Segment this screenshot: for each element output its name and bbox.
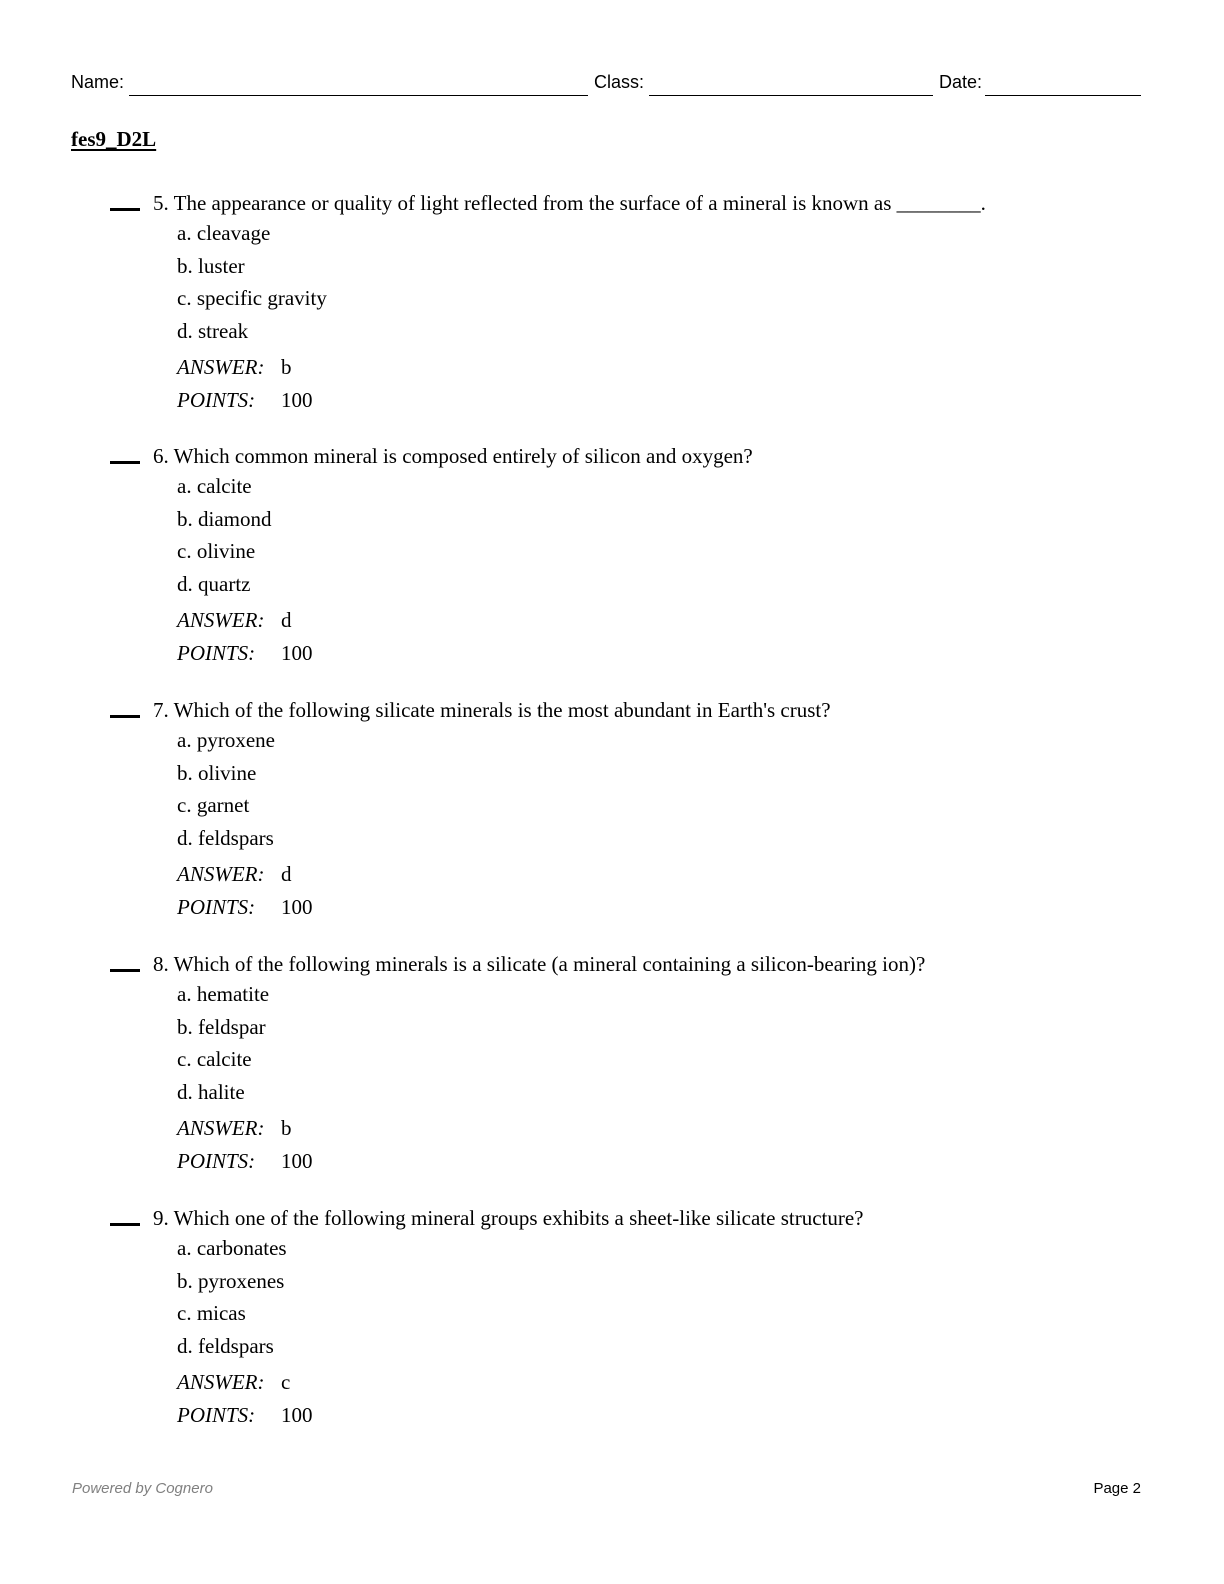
option-list [177, 1232, 287, 1363]
option-c: c. calcite [177, 1047, 252, 1072]
answer-block [177, 1366, 313, 1431]
option-d: d. streak [177, 319, 249, 344]
option-a: a. pyroxene [177, 728, 275, 752]
option-list [177, 470, 272, 601]
answer-block [177, 604, 313, 669]
option-a: a. carbonates [177, 1236, 287, 1260]
points-value: 100 [281, 387, 313, 412]
points-label: POINTS: [177, 894, 256, 919]
points-value: 100 [281, 894, 313, 919]
answer-label: ANSWER: [177, 1370, 265, 1394]
option-b: b. luster [177, 253, 245, 278]
points-label: POINTS: [177, 1148, 256, 1173]
question-text: 9. Which one of the following mineral groups exhibits a sheet-like silicate structure? [153, 1206, 864, 1230]
question-text: 6. Which common mineral is composed entirely of silicon and oxygen? [153, 444, 753, 468]
class-field-line [649, 95, 933, 96]
option-d: d. feldspars [177, 1334, 274, 1359]
option-c: c. olivine [177, 539, 256, 564]
page-title: fes9_D2L [71, 127, 157, 151]
date-field-line [985, 95, 1141, 96]
points-value: 100 [281, 1148, 313, 1173]
question-text: 5. The appearance or quality of light reflected from the surface of a mineral is known as ________. [153, 191, 986, 215]
points-value: 100 [281, 640, 313, 665]
option-a: a. hematite [177, 982, 270, 1006]
date-label: Date: [939, 72, 983, 92]
answer-label: ANSWER: [177, 355, 265, 379]
student-info-header [71, 72, 1141, 98]
option-list [177, 217, 327, 348]
question-text: 8. Which of the following minerals is a silicate (a mineral containing a silicon-bearing ion)? [153, 952, 926, 976]
answer-label: ANSWER: [177, 608, 265, 632]
points-value: 100 [281, 1402, 313, 1427]
name-field-line [129, 95, 588, 96]
answer-value: b [281, 1116, 292, 1140]
answer-block [177, 1112, 313, 1177]
answer-value: b [281, 355, 292, 379]
answer-blank [110, 461, 140, 464]
option-c: c. specific gravity [177, 286, 327, 311]
option-c: c. micas [177, 1301, 246, 1326]
class-label: Class: [594, 72, 645, 92]
answer-value: c [281, 1370, 291, 1394]
option-list [177, 978, 269, 1109]
option-b: b. diamond [177, 506, 272, 531]
answer-value: d [281, 608, 292, 632]
answer-block [177, 351, 313, 416]
option-a: a. cleavage [177, 221, 271, 245]
option-c: c. garnet [177, 793, 250, 818]
points-label: POINTS: [177, 387, 256, 412]
answer-label: ANSWER: [177, 1116, 265, 1140]
option-d: d. feldspars [177, 826, 274, 851]
powered-by-footer: Powered by Cognero [72, 1480, 213, 1497]
answer-label: ANSWER: [177, 862, 265, 886]
answer-blank [110, 208, 140, 211]
option-b: b. olivine [177, 760, 257, 785]
option-b: b. pyroxenes [177, 1268, 285, 1293]
points-label: POINTS: [177, 1402, 256, 1427]
option-d: d. halite [177, 1080, 245, 1105]
points-label: POINTS: [177, 640, 256, 665]
answer-block [177, 858, 313, 923]
answer-blank [110, 969, 140, 972]
option-b: b. feldspar [177, 1014, 266, 1039]
answer-blank [110, 715, 140, 718]
answer-blank [110, 1223, 140, 1226]
page-number: Page 2 [1093, 1480, 1141, 1497]
question-text: 7. Which of the following silicate minerals is the most abundant in Earth's crust? [153, 698, 831, 722]
answer-value: d [281, 862, 292, 886]
option-a: a. calcite [177, 474, 252, 498]
name-label: Name: [71, 72, 125, 92]
option-list [177, 724, 275, 855]
option-d: d. quartz [177, 572, 251, 597]
